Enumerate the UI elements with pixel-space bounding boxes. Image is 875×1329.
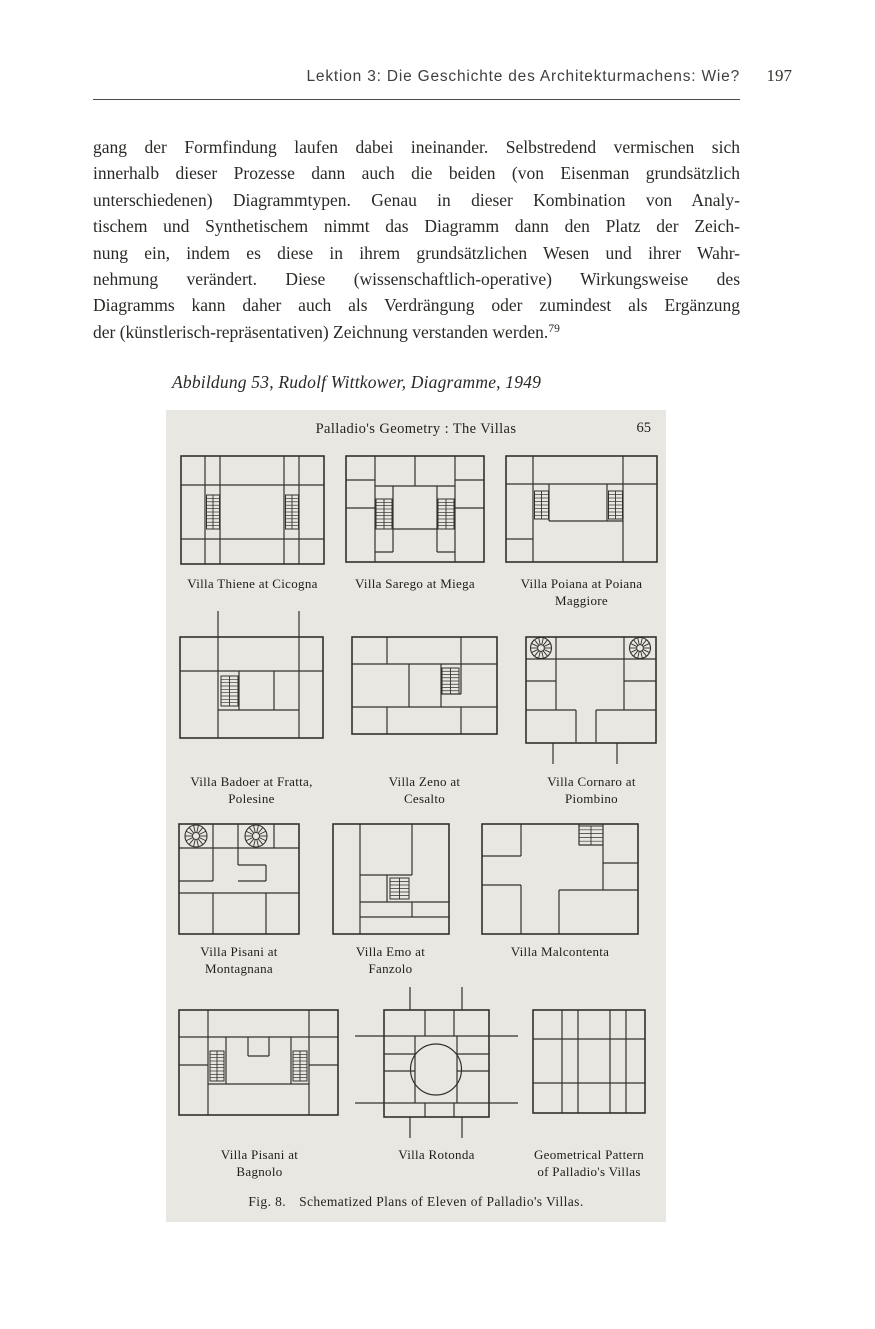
villa-plan-label: Villa Pisani at Bagnolo — [220, 1147, 299, 1180]
villa-plan-label: Villa Thiene at Cicogna — [187, 576, 318, 592]
villa-plan-label: Villa Zeno at Cesalto — [388, 774, 461, 807]
scan-title: Palladio's Geometry : The Villas — [315, 421, 517, 438]
page-header — [0, 0, 875, 100]
villa-plan-drawing — [179, 611, 324, 765]
villa-plan-cornaro — [525, 611, 658, 807]
villa-plan-drawing — [332, 823, 450, 935]
villa-plan-label: Villa Badoer at Fratta, Polesine — [190, 774, 313, 807]
paragraph-line: der (künstlerisch-repräsentativen) Zeichnung verstanden werden.$^{79}$ — [93, 321, 560, 342]
villa-plan-emo — [332, 823, 450, 977]
villa-plan-label: Villa Cornaro at Piombino — [547, 774, 636, 807]
paragraph-line: unterschiedenen) Diagrammtypen. Genau in dieser Kombination von Analy- — [93, 189, 740, 210]
paragraph-line: Diagramms kann daher auch als Verdrängung oder zumindest als Ergänzung — [93, 295, 740, 316]
villa-plan-pattern — [532, 987, 646, 1180]
scan-title-row — [166, 410, 666, 443]
villa-plan-drawing — [532, 987, 646, 1138]
villa-plan-drawing — [345, 455, 485, 567]
paragraph-line: nehmung verändert. Diese (wissenschaftlich-operative) Wirkungsweise des — [93, 269, 740, 290]
figure-caption-german: Abbildung 53, Rudolf Wittkower, Diagramme, 1949 — [172, 372, 542, 393]
villa-plan-grid — [166, 443, 666, 1180]
scan-page-number: 65 — [636, 420, 651, 437]
page-number: 197 — [766, 66, 792, 85]
villa-plan-pisani_bagnolo — [178, 987, 341, 1180]
villa-plan-malcontenta — [481, 823, 639, 977]
scan-fig-caption — [166, 1194, 666, 1210]
villa-plan-drawing — [178, 823, 300, 935]
villa-plan-label: Villa Rotonda — [398, 1147, 475, 1163]
villa-plan-label: Villa Malcontenta — [510, 944, 610, 960]
villa-plan-drawing — [355, 987, 518, 1138]
villa-plan-row — [166, 443, 666, 609]
villa-plan-drawing — [178, 987, 341, 1138]
villa-plan-thiene — [180, 455, 325, 609]
villa-plan-label: Villa Sarego at Miega — [355, 576, 475, 592]
villa-plan-label: Villa Poiana at Poiana Maggiore — [520, 576, 643, 609]
paragraph-line: nung ein, indem es diese in ihrem grundsätzlichen Wesen und ihrer Wahr- — [93, 242, 740, 263]
villa-plan-drawing — [180, 455, 325, 567]
villa-plan-sarego — [345, 455, 485, 609]
villa-plan-drawing — [505, 455, 658, 567]
paragraph-line: innerhalb dieser Prozesse dann auch die beiden (von Eisenman grundsätzlich — [93, 163, 740, 184]
villa-plan-rotonda — [355, 987, 518, 1180]
scan-fig-caption-text: Schematized Plans of Eleven of Palladio's Villas. — [299, 1194, 584, 1210]
villa-plan-row — [166, 807, 666, 977]
villa-plan-row — [166, 977, 666, 1180]
body-paragraph — [93, 134, 740, 345]
running-head: Lektion 3: Die Geschichte des Architekturmachens: Wie? — [93, 68, 740, 100]
paragraph-line: tischem und Synthetischem nimmt das Diagramm dann den Platz der Zeich- — [93, 216, 740, 237]
paragraph-line: gang der Formfindung laufen dabei ineinander. Selbstredend vermischen sich — [93, 137, 740, 157]
villa-plan-badoer — [179, 611, 324, 807]
villa-plan-drawing — [481, 823, 639, 935]
villa-plan-pisani_montagnana — [178, 823, 300, 977]
villa-plan-poiana — [505, 455, 658, 609]
villa-plan-drawing — [525, 611, 658, 765]
villa-plan-label: Geometrical Pattern of Palladio's Villas — [533, 1147, 645, 1180]
scan-fig-caption-number: Fig. 8. — [248, 1194, 287, 1210]
villa-plan-row — [166, 609, 666, 807]
villa-plan-drawing — [351, 611, 498, 765]
villa-plan-label: Villa Pisani at Montagnana — [200, 944, 278, 977]
scanned-figure — [166, 410, 666, 1222]
footnote-marker: 79 — [548, 322, 560, 335]
villa-plan-label: Villa Emo at Fanzolo — [355, 944, 426, 977]
villa-plan-zeno — [351, 611, 498, 807]
